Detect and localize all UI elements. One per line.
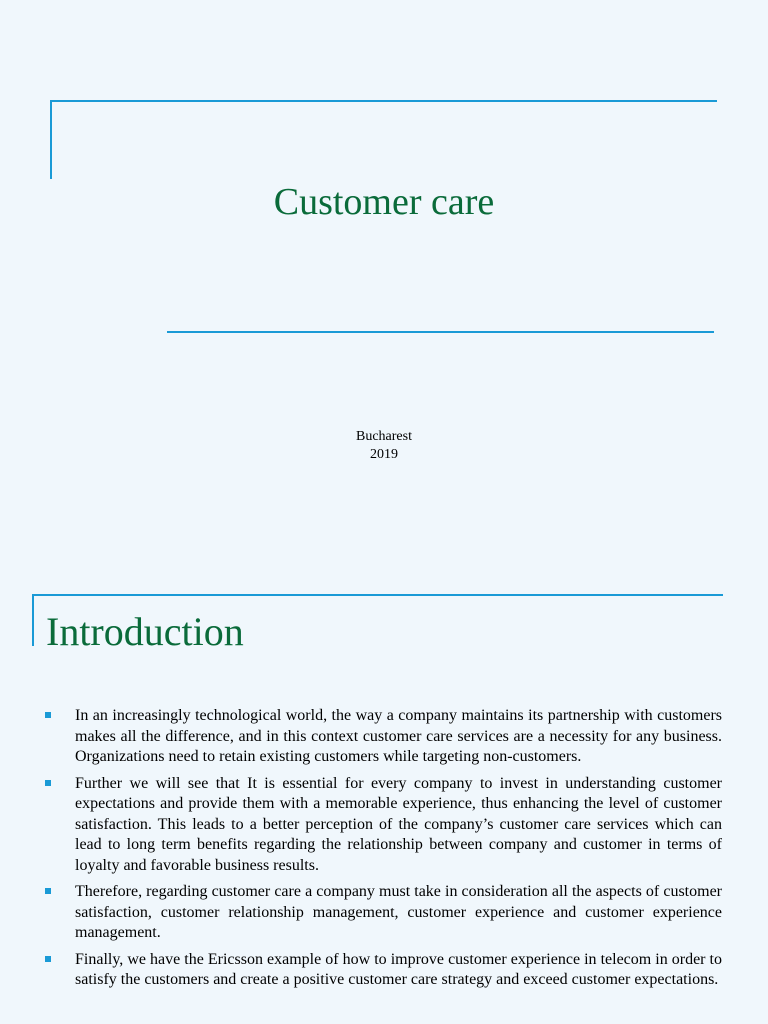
intro-frame-top-line — [32, 594, 723, 596]
title-frame-top-line — [50, 100, 717, 102]
bullet-text: Therefore, regarding customer care a company must take in consideration all the aspects of customer satisfaction, customer relationship management, customer experience and customer experience management. — [75, 883, 722, 941]
bullet-item — [75, 882, 722, 944]
slide-title: Customer care — [273, 181, 495, 223]
bullet-list — [0, 706, 768, 997]
subtitle-block — [0, 428, 768, 464]
subtitle-location: Bucharest — [356, 429, 412, 444]
square-bullet-icon — [45, 712, 51, 718]
bullet-item — [75, 774, 722, 877]
title-frame-left-line — [50, 100, 52, 179]
square-bullet-icon — [45, 780, 51, 786]
bullet-text: In an increasingly technological world, the way a company maintains its partnership with customers makes all the difference, and in this context customer care services are a necessity for any business. Organizations need to retain existing customers while targeting non-customers. — [75, 707, 722, 765]
bullet-text: Further we will see that It is essential for every company to invest in understanding customer expectations and provide them with a memorable experience, thus enhancing the level of customer satisfaction. This leads to a better perception of the company’s customer care services which can lead to long term benefits regarding the relationship between company and customer in terms of loyalty and favorable business results. — [75, 774, 722, 874]
title-underline — [167, 331, 714, 333]
subtitle-year: 2019 — [370, 447, 398, 462]
bullet-item — [75, 706, 722, 768]
bullet-text: Finally, we have the Ericsson example of how to improve customer experience in telecom in order to satisfy the customers and create a positive customer care strategy and exceed customer expectations. — [75, 950, 722, 988]
intro-heading: Introduction — [46, 609, 244, 654]
intro-slide — [0, 570, 768, 1024]
square-bullet-icon — [45, 888, 51, 894]
bullet-item — [75, 950, 722, 991]
intro-frame-left-line — [32, 594, 34, 646]
square-bullet-icon — [45, 956, 51, 962]
